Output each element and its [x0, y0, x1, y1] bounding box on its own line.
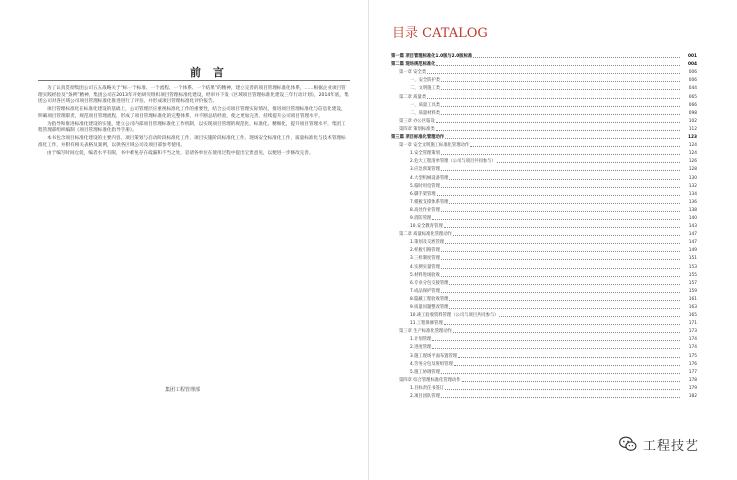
toc-page-number: 123 [688, 135, 697, 141]
toc-entry[interactable] [391, 205, 697, 213]
toc-leader-dots [499, 316, 680, 317]
toc-entry[interactable] [391, 229, 697, 237]
toc-page-number: 157 [688, 280, 697, 286]
toc-leader-dots [441, 292, 680, 293]
toc-leader-dots [441, 81, 680, 82]
toc-entry[interactable] [391, 302, 697, 310]
toc-page-number: 175 [688, 353, 697, 359]
toc-entry[interactable] [391, 124, 697, 132]
toc-entry-title: 11.工程保修管理 [410, 321, 443, 327]
toc-entry-title: 8.隐蔽工程验收管理 [410, 296, 449, 302]
toc-leader-dots [441, 114, 680, 115]
toc-entry-title: 第一章 安全文明施工标准化管理动作 [399, 143, 470, 149]
toc-leader-dots [441, 154, 680, 155]
toc-page-number: 124 [688, 151, 697, 157]
toc-leader-dots [449, 179, 680, 180]
toc-entry-title: 第一篇 项目管理标准化1.0版与2.0版标准 [391, 54, 473, 60]
toc-leader-dots [441, 89, 680, 90]
toc-page-number: 155 [688, 272, 697, 278]
toc-leader-dots [432, 340, 680, 341]
toc-leader-dots [441, 268, 680, 269]
toc-leader-dots [441, 106, 680, 107]
toc-leader-dots [427, 73, 680, 74]
preface-paragraph: 为指导和推进标准化建设的实施，建立公司内部项目管理标准化工作机制，以实现项目管理的规范化、标准化、精细化，提升项目管理水平，集团工程管理部组织编制《项目管理标准化指导手册》。 [38, 121, 346, 134]
toc-page-number: 179 [688, 385, 697, 391]
toc-entry[interactable] [391, 367, 697, 375]
toc-entry[interactable] [391, 318, 697, 326]
toc-entry-title: 1.目标责任书签订 [410, 385, 445, 391]
toc-entry-title: 第二章 质量标准化管理动作 [399, 232, 452, 238]
toc-entry-title: 7.模板支撑体系管理 [410, 199, 449, 205]
toc-entry[interactable] [391, 156, 697, 164]
preface-paragraph: 本书包含项目标准化建设的主要内容，项目策划与启动阶段标准化工作，项目实施阶段标准化工作，现场安全标准化工作，质量标准化与技术管理标准化工作，并附有相关表格及案例，以供各区域公司及项目部参考使用。 [38, 136, 346, 148]
toc-page-number: 124 [688, 143, 697, 149]
catalog-title: 目录 CATALOG [392, 26, 488, 41]
toc-entry-title: 二、文明施工类 [410, 86, 441, 92]
toc-entry-title: 2.项目团队管理 [410, 394, 440, 400]
toc-entry[interactable] [391, 237, 697, 245]
toc-page-number: 147 [688, 240, 697, 246]
toc-entry[interactable] [391, 270, 697, 278]
preface-signature: 集团工程管理部 [165, 387, 201, 393]
toc-entry[interactable] [391, 83, 697, 91]
toc-entry[interactable] [391, 116, 697, 124]
toc-leader-dots [444, 324, 680, 325]
toc-leader-dots [441, 251, 680, 252]
toc-leader-dots [445, 138, 680, 139]
toc-page-number: 132 [688, 183, 697, 189]
toc-leader-dots [441, 259, 680, 260]
toc-entry[interactable] [391, 383, 697, 391]
toc-page-number: 171 [688, 321, 697, 327]
toc-entry-title: 3.施工现场平面布置管理 [410, 353, 458, 359]
toc-entry-title: 5.施工协调管理 [410, 369, 440, 375]
toc-entry[interactable] [391, 51, 697, 59]
toc-entry-title: 3.应急预案管理 [410, 167, 440, 173]
toc-leader-dots [432, 348, 680, 349]
toc-page-number: 182 [688, 394, 697, 400]
toc-leader-dots [445, 243, 680, 244]
toc-leader-dots [436, 122, 680, 123]
toc-entry-title: 二、质量材料类 [410, 110, 441, 116]
toc-entry[interactable] [391, 326, 697, 334]
toc-entry[interactable] [391, 67, 697, 75]
toc-page-number: 044 [688, 86, 697, 92]
toc-leader-dots [441, 373, 680, 374]
toc-entry[interactable] [391, 140, 697, 148]
toc-entry-title: 10.竣工验收资料管理（公司与项目共同参与） [410, 313, 499, 319]
toc-page-number: 098 [688, 110, 697, 116]
toc-leader-dots [441, 211, 680, 212]
toc-entry-title: 1.安全管理策划 [410, 151, 440, 157]
toc-entry[interactable] [391, 59, 697, 67]
preface-page [28, 60, 350, 400]
toc-page-number: 178 [688, 377, 697, 383]
toc-entry[interactable] [391, 213, 697, 221]
toc-leader-dots [436, 130, 680, 131]
toc-entry-title: 第二章 质量类 [399, 94, 427, 100]
toc-entry-title: 2.危大工程清单管理（公司与项目共同参与） [410, 159, 496, 165]
toc-entry[interactable] [391, 350, 697, 358]
toc-leader-dots [497, 162, 680, 163]
toc-page-number: 151 [688, 256, 697, 262]
toc-entry-title: 一、安全防护类 [410, 78, 441, 84]
toc-page-number: 173 [688, 329, 697, 335]
toc-page-number: 001 [688, 54, 697, 60]
toc-page-number: 102 [688, 118, 697, 124]
toc-entry[interactable] [391, 334, 697, 342]
toc-page-number: 006 [688, 70, 697, 76]
toc-entry-title: 第四章 策划标准类 [399, 126, 435, 132]
toc-entry[interactable] [391, 75, 697, 83]
toc-entry-title: 6.专业分包交接管理 [410, 280, 449, 286]
preface-paragraph: 项目管理标准化在标准化建设的基础上，公司管理层应重视标准化工作的重要性，结合公司项目管理实际情况，推进项目管理标准化与信息化建设，明确项目管理职责，规范项目管理流程，形成了项目管理标准化的完整体系，并不断总结经验，使之更加完善，持续提升公司项目管理水平。 [38, 107, 346, 119]
toc-entry-title: 第二篇 现场规范标准化 [391, 62, 436, 68]
toc-entry-title: 4.大型机械设备管理 [410, 175, 449, 181]
wechat-icon [618, 434, 638, 454]
toc-entry[interactable] [391, 108, 697, 116]
toc-entry-title: 10.安全教育管理 [410, 224, 443, 230]
toc-entry[interactable] [391, 164, 697, 172]
preface-paragraph: 由于编写时间仓促，编者水平有限，书中难免存在疏漏和不当之处，恳请各单位在使用过程中提出宝贵意见，以便进一步修改完善。 [47, 150, 314, 156]
toc-leader-dots [449, 308, 680, 309]
toc-leader-dots [449, 300, 680, 301]
toc-entry[interactable] [391, 310, 697, 318]
toc-entry[interactable] [391, 359, 697, 367]
toc-entry-title: 2.进度管理 [410, 345, 432, 351]
toc-leader-dots [458, 357, 680, 358]
toc-entry-title: 第三章 生产标准化管理动作 [399, 329, 452, 335]
toc-leader-dots [441, 276, 680, 277]
toc-entry-title: 1.计划管理 [410, 337, 432, 343]
toc-entry-title: 第三篇 项目标准化管理动作 [391, 135, 445, 141]
toc-entry-title: 2.样板引路管理 [410, 248, 440, 254]
toc-entry[interactable] [391, 286, 697, 294]
toc-leader-dots [437, 195, 680, 196]
toc-leader-dots [473, 57, 680, 58]
toc-entry[interactable] [391, 375, 697, 383]
watermark [618, 434, 699, 454]
toc-entry-title: 5.材料进场验收 [410, 272, 440, 278]
toc-leader-dots [449, 203, 680, 204]
toc-page-number: 126 [688, 159, 697, 165]
toc-leader-dots [470, 146, 680, 147]
toc-page-number: 128 [688, 167, 697, 173]
toc-leader-dots [445, 389, 680, 390]
toc-page-number: 153 [688, 264, 697, 270]
toc-leader-dots [444, 227, 680, 228]
toc-page-number: 143 [688, 224, 697, 230]
toc-page-number: 130 [688, 175, 697, 181]
toc-entry[interactable] [391, 132, 697, 140]
toc-page-number: 112 [688, 126, 697, 132]
toc-entry[interactable] [391, 91, 697, 99]
toc-entry[interactable] [391, 181, 697, 189]
toc-entry[interactable] [391, 245, 697, 253]
toc-page-number: 174 [688, 337, 697, 343]
toc-leader-dots [441, 397, 680, 398]
table-of-contents [391, 51, 697, 399]
toc-leader-dots [441, 170, 680, 171]
toc-entry[interactable] [391, 148, 697, 156]
toc-entry-title: 5.临时用电管理 [410, 183, 440, 189]
toc-leader-dots [449, 284, 680, 285]
toc-page-number: 140 [688, 215, 697, 221]
toc-page-number: 147 [688, 232, 697, 238]
toc-entry-title: 一、质量工具类 [410, 102, 441, 108]
toc-page-number: 006 [688, 78, 697, 84]
toc-leader-dots [427, 98, 680, 99]
page-divider [368, 0, 369, 480]
preface-rule [38, 80, 350, 81]
toc-page-number: 149 [688, 248, 697, 254]
toc-entry[interactable] [391, 278, 697, 286]
toc-entry[interactable] [391, 253, 697, 261]
toc-leader-dots [453, 332, 680, 333]
toc-page-number: 165 [688, 313, 697, 319]
toc-leader-dots [453, 235, 680, 236]
toc-leader-dots [441, 187, 680, 188]
toc-entry[interactable] [391, 197, 697, 205]
toc-page-number: 065 [688, 94, 697, 100]
toc-page-number: 136 [688, 199, 697, 205]
toc-page-number: 138 [688, 207, 697, 213]
toc-entry-title: 1.策划及交底管理 [410, 240, 445, 246]
toc-entry[interactable] [391, 342, 697, 350]
toc-page-number: 134 [688, 191, 697, 197]
toc-entry-title: 第一章 安全类 [399, 70, 427, 76]
toc-page-number: 066 [688, 102, 697, 108]
preface-title: 前 言 [190, 66, 228, 79]
toc-entry-title: 3.三检制度管理 [410, 256, 440, 262]
toc-entry[interactable] [391, 261, 697, 269]
toc-entry[interactable] [391, 189, 697, 197]
watermark-text: 工程技艺 [643, 438, 700, 454]
preface-paragraph: 为了认真贯彻集团公司五五战略关于“标一个标准、一个流程、一个体系、一个结果”的精神，建立完善的项目管理标准化体系，……根据企业项目管理实践经验及“条例”精神，集团公司在2013年开始研究组织项目管理标准化建设，经审并下发《区域项目管理标准化建设三年行动计划》，2014年底，集团公司对各区域公司项目管理标准化推进进行了评估，并形成项目管理标准化评价报告。 [38, 86, 349, 105]
toc-page-number: 174 [688, 345, 697, 351]
toc-entry-title: 7.成品保护管理 [410, 288, 440, 294]
toc-entry[interactable] [391, 221, 697, 229]
toc-page-number: 163 [688, 305, 697, 310]
toc-entry[interactable] [391, 172, 697, 180]
toc-entry[interactable] [391, 391, 697, 399]
toc-entry-title: 4.劳务分包及班组管理 [410, 361, 453, 367]
toc-entry-title: 第三章 办公区临设 [399, 118, 435, 124]
toc-entry[interactable] [391, 100, 697, 108]
toc-entry-title: 9.消防管理 [410, 215, 432, 221]
toc-page-number: 176 [688, 361, 697, 367]
toc-entry-title: 9.质量问题整改管理 [410, 305, 449, 310]
toc-entry-title: 4.实测实量管理 [410, 264, 440, 270]
toc-page-number: 004 [688, 62, 697, 68]
toc-leader-dots [436, 65, 680, 66]
toc-entry[interactable] [391, 294, 697, 302]
toc-page-number: 161 [688, 296, 697, 302]
toc-page-number: 159 [688, 288, 697, 294]
toc-leader-dots [432, 219, 680, 220]
toc-entry-title: 第四章 综合管理标准化管理动作 [399, 377, 461, 383]
toc-leader-dots [462, 381, 680, 382]
toc-leader-dots [454, 365, 680, 366]
preface-body [38, 86, 350, 159]
toc-entry-title: 6.脚手架管理 [410, 191, 436, 197]
toc-entry-title: 8.高处作业管理 [410, 207, 440, 213]
toc-page-number: 177 [688, 369, 697, 375]
